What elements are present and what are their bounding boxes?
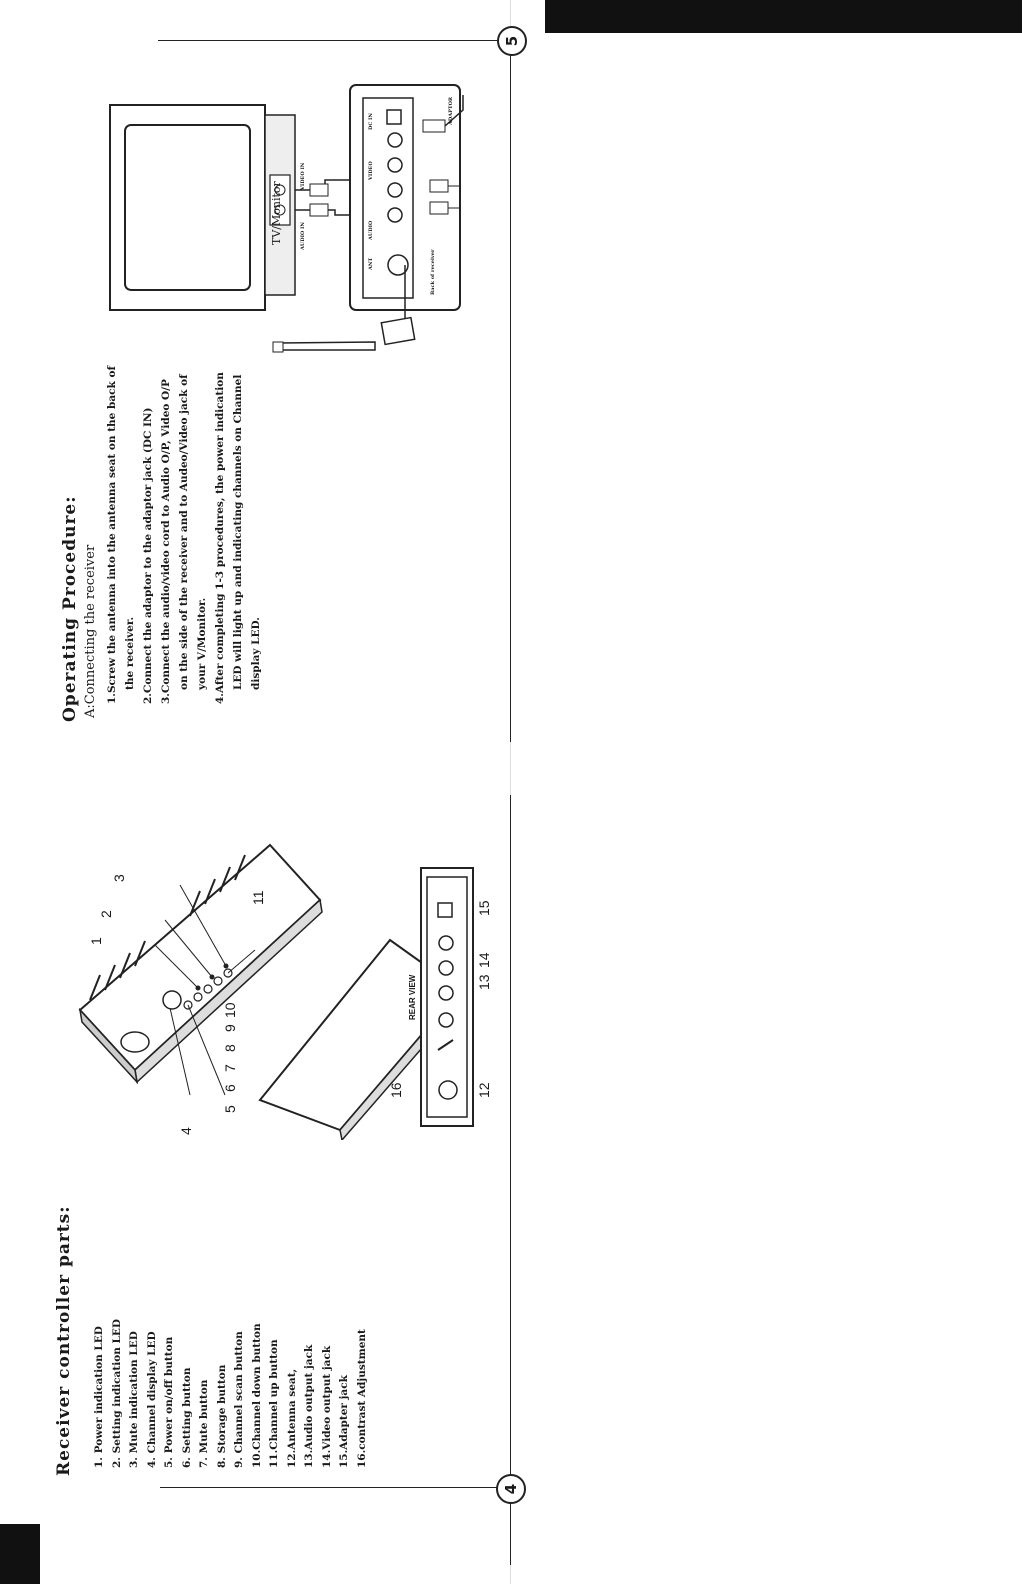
- left-page-rule: [510, 795, 511, 1565]
- part-item: 8. Storage button: [215, 1364, 228, 1468]
- part-item: 10.Channel down button: [250, 1323, 263, 1468]
- part-item: 16.contrast Adjustment: [355, 1329, 368, 1468]
- callout-3: 3: [111, 874, 127, 882]
- callout-6: 6: [222, 1084, 238, 1092]
- part-item: 1. Power indication LED: [93, 1326, 105, 1468]
- part-item: 6. Setting button: [180, 1367, 193, 1468]
- part-item: 5. Power on/off button: [163, 1336, 175, 1468]
- step-line: 3.Connect the audio/video cord to Audio O/P, Video O/P: [160, 379, 172, 704]
- procedure-steps: [103, 366, 265, 704]
- audio-in-label: AUDIO IN: [300, 222, 306, 250]
- part-item: 13.Audio output jack: [303, 1344, 315, 1468]
- callout-8: 8: [222, 1044, 238, 1052]
- adaptor-label: ADAPTOR: [448, 96, 454, 125]
- right-page-top-rule: [158, 40, 498, 41]
- callout-9: 9: [222, 1024, 238, 1032]
- receiver-controller-diagram: [60, 840, 480, 1140]
- rear-view-panel: [418, 865, 478, 1130]
- part-item: 7. Mute button: [198, 1379, 210, 1468]
- part-item: 11.Channel up button: [268, 1339, 280, 1468]
- callout-12: 12: [476, 1082, 492, 1098]
- back-of-receiver-label: Back of receiver: [430, 249, 436, 295]
- page-number-4: 4: [496, 1474, 526, 1504]
- callout-13: 13: [476, 974, 492, 990]
- step-line: your V/Monitor.: [196, 597, 208, 690]
- part-item: 2. Setting indication LED: [110, 1319, 123, 1468]
- audio-label: AUDIO: [368, 220, 374, 240]
- step-line: LED will light up and indicating channels on Channel: [232, 374, 244, 690]
- part-item: 9. Channel scan button: [233, 1331, 245, 1468]
- callout-2: 2: [98, 910, 114, 918]
- callout-16: 16: [388, 1082, 404, 1098]
- callout-14: 14: [476, 952, 492, 968]
- black-bar-top: [545, 0, 1022, 33]
- callout-7: 7: [222, 1064, 238, 1072]
- callout-11: 11: [250, 890, 266, 905]
- step-line: 2.Connect the adaptor to the adaptor jack (DC IN): [142, 407, 154, 704]
- left-page-title: Receiver controller parts:: [54, 1205, 74, 1476]
- video-in-label: VIDEO IN: [300, 162, 306, 190]
- step-line: display LED.: [250, 617, 262, 690]
- ant-label: ANT: [368, 257, 374, 270]
- right-page-title: Operating Procedure:: [60, 495, 80, 722]
- callout-1: 1: [88, 937, 104, 945]
- page-number-5: 5: [497, 26, 527, 56]
- black-bar-bottom: [0, 1524, 40, 1584]
- parts-list: [91, 1319, 371, 1468]
- dc-in-label: DC IN: [368, 113, 374, 130]
- callout-5: 5: [222, 1105, 238, 1113]
- step-line: on the side of the receiver and to Audeo/Video jack of: [178, 374, 190, 690]
- callout-4: 4: [178, 1127, 194, 1135]
- step-line: 4.After completing 1-3 procedures, the power indication: [214, 372, 226, 704]
- right-page-rule: [510, 52, 511, 742]
- part-item: 12.Antenna seat,: [285, 1368, 298, 1468]
- tv-monitor-label: TV/Monitor: [270, 181, 283, 245]
- part-item: 14.Video output jack: [320, 1345, 333, 1468]
- callout-15: 15: [476, 900, 492, 916]
- callout-10: 10: [222, 1002, 238, 1018]
- part-item: 4. Channel display LED: [145, 1331, 158, 1468]
- procedure-subtitle: A:Connecting the receiver: [83, 544, 98, 718]
- video-label: VIDEO: [368, 161, 374, 180]
- rear-view-label: REAR VIEW: [408, 974, 417, 1020]
- left-page-bottom-rule: [160, 1487, 515, 1488]
- part-item: 3. Mute indication LED: [128, 1331, 140, 1468]
- part-item: 15.Adapter jack: [338, 1375, 350, 1468]
- step-line: 1.Screw the antenna into the antenna seat on the back of: [106, 365, 118, 704]
- step-line: the receiver.: [124, 616, 136, 690]
- connection-diagram: [105, 80, 470, 375]
